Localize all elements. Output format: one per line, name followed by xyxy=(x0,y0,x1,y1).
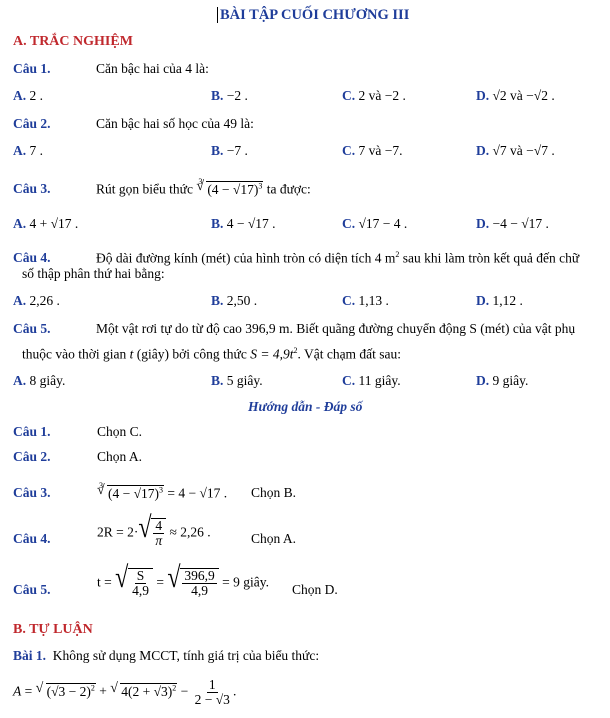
section-b-heading: B. TỰ LUẬN xyxy=(13,622,93,637)
q4-label: Câu 4. xyxy=(13,250,51,265)
q4-option-c: C. 1,13 . xyxy=(342,293,389,308)
q3-cube-root: √ 3 $(4 - √17)^3$ xyxy=(197,181,263,198)
g3-label: Câu 3. xyxy=(13,485,51,500)
g4-expr: 2R = 2· √ $\frac{4}{\pi}$ ≈ 2,26 . xyxy=(97,518,211,548)
q2-option-d: D. √7 và −√7 . xyxy=(476,143,555,158)
g5-choice: Chọn D. xyxy=(292,582,338,597)
q5-line1: Một vật rơi tự do từ độ cao 396,9 m. Biết quãng đường chuyển động S (mét) của vật phụ xyxy=(96,321,576,336)
g5-expr: t = √ $\frac{S}{4,9}$ = √ $\frac{396,9}{4,9}$ = 9 giây. xyxy=(97,568,269,598)
q4-option-b: B. 2,50 . xyxy=(211,293,258,308)
q5-option-d: D. 9 giây. xyxy=(476,373,529,388)
q3-text: Rút gọn biểu thức √ 3 $(4 - √17)^3$ ta được: xyxy=(96,181,311,198)
g2-text: Chọn A. xyxy=(97,449,143,464)
g3-expr: √ 3 $(4 - √17)^3 = 4 - √17$ . xyxy=(97,485,227,502)
g5-label: Câu 5. xyxy=(13,582,51,597)
q5-line2: thuộc vào thời gian t (giây) bởi công thức $S = 4,9t^2$. Vật chạm đất sau: xyxy=(22,346,402,362)
q5-label: Câu 5. xyxy=(13,321,51,336)
q4-option-a: A. 2,26 . xyxy=(13,293,60,308)
g1-label: Câu 1. xyxy=(13,424,51,439)
q5-option-b: B. 5 giây. xyxy=(211,373,263,388)
b1-text: Bài 1. Không sử dụng MCCT, tính giá trị của biểu thức: xyxy=(13,648,320,663)
q1-label: Câu 1. xyxy=(13,61,51,76)
q4-option-d: D. 1,12 . xyxy=(476,293,523,308)
g4-label: Câu 4. xyxy=(13,531,51,546)
q5-option-a: A. 8 giây. xyxy=(13,373,66,388)
section-a-heading: A. TRẮC NGHIỆM xyxy=(13,34,133,49)
q1-option-c: C. 2 và −2 . xyxy=(342,88,406,103)
q5-option-c: C. 11 giây. xyxy=(342,373,401,388)
g3-choice: Chọn B. xyxy=(251,485,297,500)
q1-option-a: A. 2 . xyxy=(13,88,43,103)
q1-option-b: B. −2 . xyxy=(211,88,248,103)
q3-label: Câu 3. xyxy=(13,181,51,196)
page-title: BÀI TẬP CUỐI CHƯƠNG III xyxy=(217,7,409,24)
g1-text: Chọn C. xyxy=(97,424,143,439)
q3-option-a: A. 4 + √17 . xyxy=(13,216,79,231)
g2-label: Câu 2. xyxy=(13,449,51,464)
guide-heading: Hướng dẫn - Đáp số xyxy=(248,399,363,414)
q2-option-a: A. 7 . xyxy=(13,143,43,158)
q3-option-c: C. √17 − 4 . xyxy=(342,216,408,231)
q1-option-d: D. √2 và −√2 . xyxy=(476,88,555,103)
q1-text: Căn bậc hai của 4 là: xyxy=(96,61,209,76)
q4-line2: số thập phân thứ hai bằng: xyxy=(22,266,165,281)
g4-choice: Chọn A. xyxy=(251,531,297,546)
q3-option-b: B. 4 − √17 . xyxy=(211,216,276,231)
b1-expr: A = √ $(√3 - 2)^2$ + √ $4(2 + √3)^2$ − $\frac{1}{2 - √3}$ . xyxy=(13,678,236,707)
q2-text: Căn bậc hai số học của 49 là: xyxy=(96,116,254,131)
q3-option-d: D. −4 − √17 . xyxy=(476,216,549,231)
q2-option-b: B. −7 . xyxy=(211,143,248,158)
q4-line1: Độ dài đường kính (mét) của hình tròn có diện tích 4 $m^2$ sau khi làm tròn kết quả đến chữ xyxy=(96,250,580,266)
q2-option-c: C. 7 và −7. xyxy=(342,143,403,158)
q2-label: Câu 2. xyxy=(13,116,51,131)
